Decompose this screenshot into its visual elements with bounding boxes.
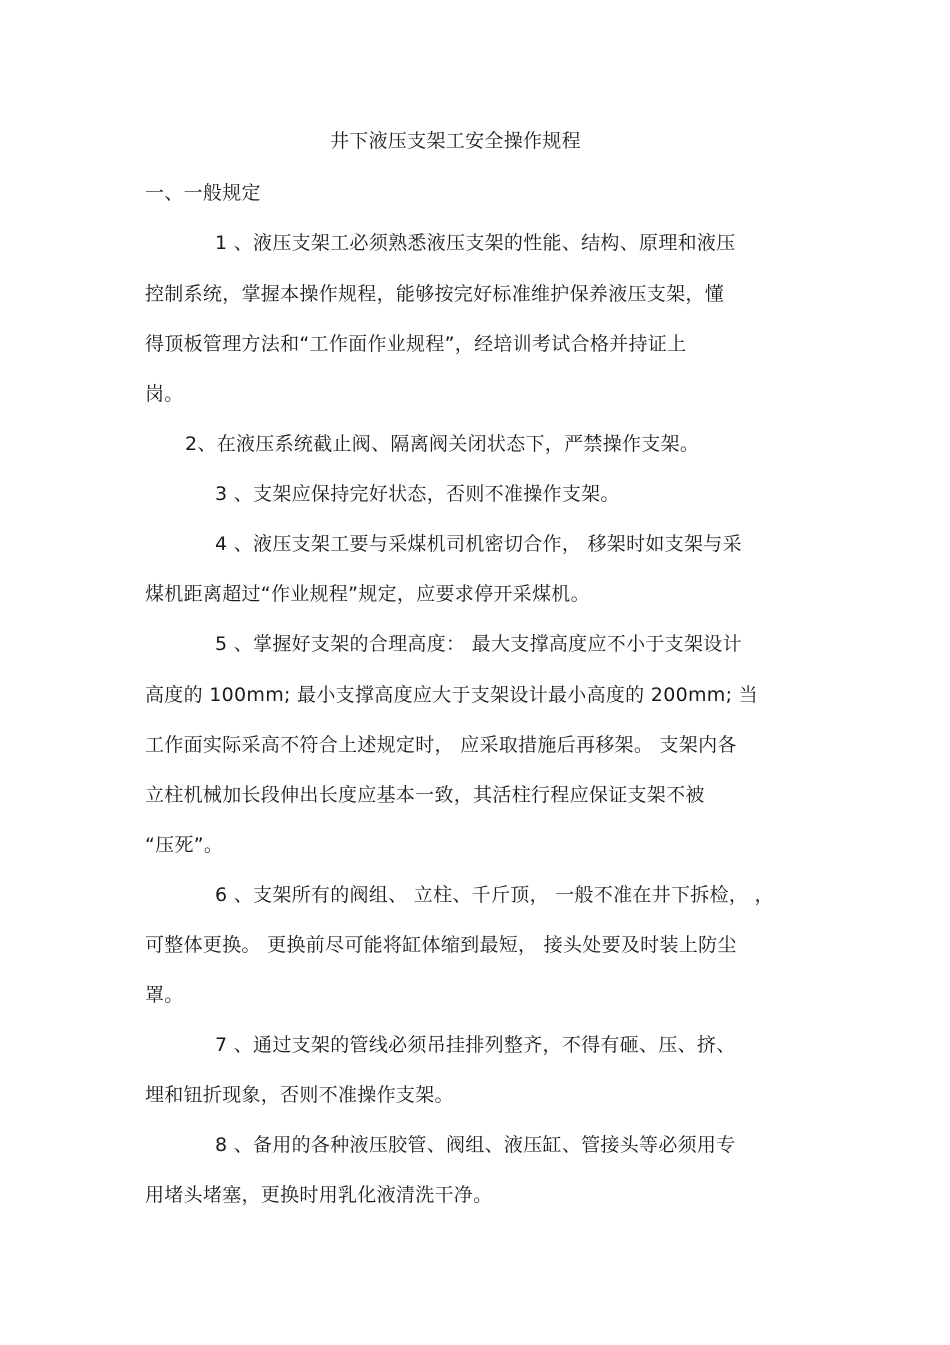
text-line: 岗。 <box>145 383 184 405</box>
text-line: 3 、支架应保持完好状态，否则不准操作支架。 <box>215 483 620 505</box>
text-line: 高度的 100mm; 最小支撑高度应大于支架设计最小高度的 200mm; 当 <box>145 684 758 706</box>
text-line: 7 、通过支架的管线必须吊挂排列整齐，不得有砸、压、挤、 <box>215 1034 736 1056</box>
text-line: 工作面实际采高不符合上述规定时， 应采取措施后再移架。 支架内各 <box>145 734 737 756</box>
text-line: 罩。 <box>145 984 184 1006</box>
text-line: 控制系统，掌握本操作规程，能够按完好标准维护保养液压支架，懂 <box>145 283 725 305</box>
text-line: 2、在液压系统截止阀、隔离阀关闭状态下，严禁操作支架。 <box>185 433 700 455</box>
text-line: 可整体更换。 更换前尽可能将缸体缩到最短， 接头处要及时装上防尘 <box>145 934 737 956</box>
text-line: 8 、备用的各种液压胶管、阀组、液压缸、管接头等必须用专 <box>215 1134 736 1156</box>
text-line: 4 、液压支架工要与采煤机司机密切合作， 移架时如支架与采 <box>215 533 742 555</box>
text-line: 5 、掌握好支架的合理高度： 最大支撑高度应不小于支架设计 <box>215 633 742 655</box>
text-line: 6 、支架所有的阀组、 立柱、千斤顶， 一般不准在井下拆检， ， <box>215 884 774 906</box>
text-line: 用堵头堵塞，更换时用乳化液清洗干净。 <box>145 1184 493 1206</box>
section-heading: 一、一般规定 <box>145 182 261 204</box>
text-line: 1 、液压支架工必须熟悉液压支架的性能、结构、原理和液压 <box>215 232 736 254</box>
text-line: 埋和钮折现象，否则不准操作支架。 <box>145 1084 454 1106</box>
document-title: 井下液压支架工安全操作规程 <box>330 130 581 152</box>
text-line: 得顶板管理方法和“工作面作业规程”，经培训考试合格并持证上 <box>145 333 687 355</box>
text-line: “压死”。 <box>145 834 224 856</box>
text-line: 立柱机械加长段伸出长度应基本一致，其活柱行程应保证支架不被 <box>145 784 705 806</box>
text-line: 煤机距离超过“作业规程”规定，应要求停开采煤机。 <box>145 583 590 605</box>
